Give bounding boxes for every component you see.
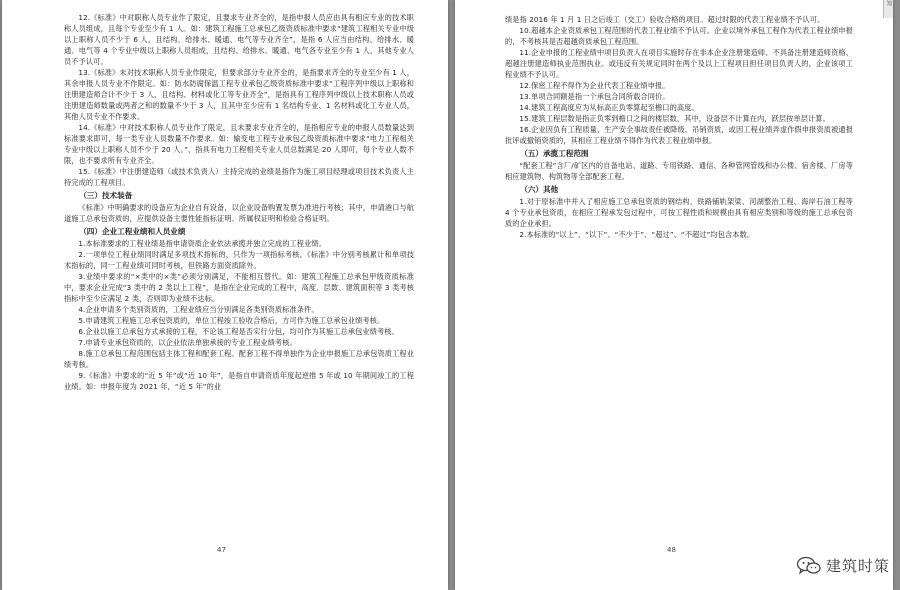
paragraph: 12.《标准》中对职称人员专业作了限定，且要求专业齐全的，是指申报人员应由具有相应专业的技术职称人员组成，且每个专业至少有 1 人。如：建筑工程施工总承包乙级资质标准中要求“建筑工程相关专业中级以上职称人员不少于 6 人，且结构、给排水、暖通、电气等专业齐全”，是指 6 人应当由结构、给排水、暖通、电气等 4 个专业中级以上职称人员组成，且结构、给排水、暖通、电气各专业至少有 1 人，其他专业人员不予认可。	[64, 13, 414, 66]
paragraph: 15.建筑工程层数是指正负零到檐口之间的楼层数，其中，设备层不计算在内，跃层按单层计算。	[519, 114, 830, 123]
page-body-left	[64, 12, 414, 392]
section-heading: （五）承揽工程范围	[520, 149, 589, 158]
paragraph: 16.企业因负有工程质量、生产安全事故责任被降级、吊销资质，或因工程业绩弄虚作假申报资质被通报批评或撤销资质的，其相应工程业绩不得作为代表工程业绩申报。	[505, 125, 853, 145]
paragraph: 3.业绩中要求的“×类中的×类”必须分别满足，不能相互替代。如：建筑工程施工总承包甲级资质标准中，要求企业完成“3 类中的 2 类以上工程”，是指在企业完成的工程中，高度、层数、建筑面积等 3 类考核指标中至少应满足 2 类，否则即为业绩不达标。	[64, 272, 414, 303]
paragraph: 14.建筑工程高度应为从标高正负零算起至檐口的高度。	[519, 103, 699, 112]
corner-tab[interactable]: 知	[883, 0, 893, 18]
paragraph: 8.施工总承包工程范围包括主体工程和配套工程。配套工程不得单独作为企业申报施工总承包资质工程业绩考核。	[64, 349, 414, 369]
paragraph: 2.本标准的“以上”、“以下”、“不少于”、“超过”、“不超过”均包含本数。	[519, 230, 755, 239]
watermark	[796, 555, 890, 576]
page-number-right: 48	[667, 546, 676, 554]
paragraph: 13.单项合同额是指一个承包合同所载合同价。	[519, 92, 670, 101]
section-heading: （三）技术装备	[79, 191, 133, 200]
paragraph: 1.本标准要求的工程业绩是指申请资质企业依法承揽并独立完成的工程业绩。	[78, 239, 326, 248]
paragraph: 1.对于原标准中并入了相应施工总承包资质的钢结构、铁路铺轨架梁、河湖整治工程、海岸石油工程等 4 个专业承包资质，在相应工程承发包过程中，可按工程性质和规模由具有相应类别和等级的施工总承包资质的企业承担。	[505, 197, 853, 228]
paragraph: 4.企业申请多个类别资质的，工程业绩应当分别满足各类别资质标准条件。	[78, 305, 319, 314]
watermark-text: 建筑时策	[825, 557, 890, 575]
wechat-bubbles-icon	[796, 556, 822, 576]
paragraph: 7.申请专业承包资质的，以企业依法单独承接的专业工程业绩考核。	[78, 338, 297, 347]
paragraph: 14.《标准》中对技术职称人员专业作了限定，且未要求专业齐全的，是指相应专业的申报人员数量达到标准要求即可，每一类专业人员数量不作要求。如：输变电工程专业承包乙级资质标准中要求“电力工程相关专业中级以上职称人员不少于 20 人。”，指具有电力工程相关专业人员总数满足 20 人即可，每个专业人数不限，也不要求所有专业齐全。	[64, 123, 414, 165]
paragraph: 6.企业以施工总承包方式承接的工程，不论该工程是否实行分包，均可作为其施工总承包业绩考核。	[78, 327, 399, 336]
section-heading: （六）其他	[520, 185, 559, 194]
section-heading: （四）企业工程业绩和人员业绩	[79, 227, 186, 236]
document-page-right	[455, 0, 893, 590]
paragraph: 15.《标准》中注册建造师（或技术负责人）主持完成的业绩是指作为施工项目经理或项目技术负责人主持完成的工程项目。	[64, 167, 414, 187]
document-page-left	[2, 0, 448, 590]
paragraph: 12.保密工程不得作为企业代表工程业绩申报。	[519, 81, 670, 90]
page-body-right	[505, 14, 853, 240]
page-number-left: 47	[217, 546, 226, 554]
paragraph: 绩是指 2016 年 1 月 1 日之后竣工（交工）验收合格的项目。超过时限的代表工程业绩不予认可。	[505, 15, 825, 24]
paragraph: “配套工程”含厂/矿区内的自备电站、道路、专用铁路、通信、各种管网管线和办公楼、宿舍楼、厂房等相应建筑物、构筑物等全部配套工程。	[505, 161, 853, 181]
paragraph: 9.《标准》中要求的“近 5 年”或“近 10 年”，是指自申请资质年度起逆推 5 年或 10 年期间竣工的工程业绩。如：申报年度为 2021 年，“近 5 年”的业	[64, 371, 414, 391]
paragraph: 13.《标准》未对技术职称人员专业作限定，但要求部分专业齐全的，是指要求齐全的专业至少有 1 人，其余申报人员专业不作限定。如：防水防腐保温工程专业承包乙级资质标准中要求“工程序列中级以上职称和注册建造师合计不少于 3 人，且结构、材料或化工等专业齐全”，是指具有工程序列中级以上技术职称人员或注册建造师数量或两者之和的数量不少于 3 人，且其中至少应有 1 名结构专业、1 名材料或化工专业人员，其他人员专业不作要求。	[64, 68, 414, 121]
paragraph: 10.超越本企业资质承包工程范围的代表工程业绩不予认可。企业以境外承包工程作为代表工程业绩申报的，不考核其是否超越资质承包工程范围。	[505, 26, 853, 46]
paragraph: 《标准》中明确要求的设备应为企业自有设备，以企业设备购置发票为准进行考核；其中，申请港口与航道施工总承包资质的，应提供设备主要性能指标证明、所属权证明和检验合格证明。	[64, 203, 414, 223]
paragraph: 5.申请建筑工程施工总承包资质的，单位工程竣工验收合格后，方可作为施工总承包业绩考核。	[78, 316, 385, 325]
paragraph: 11.企业申报的工程业绩中项目负责人在项目实施时存在非本企业注册建造师、不具备注册建造师资格、超越注册建造师执业范围执业、或违反有关规定同时在两个及以上工程项目担任项目负责人的，企业该项工程业绩不予认可。	[505, 48, 853, 79]
paragraph: 2.一项单位工程业绩同时满足多项技术指标的，只作为一项指标考核。《标准》中分别考核累计和单项技术指标的，同一工程业绩可同时考核，但铁路方面资质除外。	[64, 250, 414, 270]
